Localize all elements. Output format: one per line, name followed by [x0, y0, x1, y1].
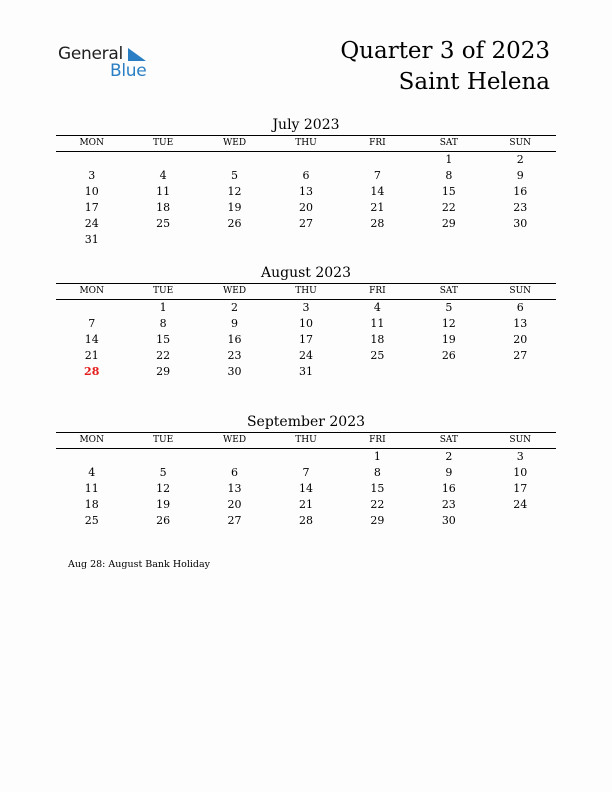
weekday-label: FRI: [369, 286, 386, 296]
week-row: [56, 332, 556, 348]
day-cell: [342, 152, 413, 168]
week-row: [56, 200, 556, 216]
weekday-label: TUE: [153, 435, 174, 445]
weekday-label: WED: [223, 286, 247, 296]
day-cell: 21: [84, 349, 99, 362]
day-cell: 13: [513, 317, 528, 330]
day-cell: 29: [370, 514, 385, 527]
day-cell: 23: [227, 349, 242, 362]
week-row: [56, 216, 556, 232]
day-cell: 12: [227, 185, 242, 198]
day-cell: [270, 232, 341, 248]
day-cell: [270, 449, 341, 465]
day-cell: 13: [227, 482, 242, 495]
day-cell: 8: [159, 317, 167, 330]
day-cell: 29: [441, 217, 456, 230]
week-row: [56, 513, 556, 529]
day-cell: 1: [445, 153, 453, 166]
day-cell: 22: [156, 349, 171, 362]
week-row: [56, 465, 556, 481]
day-cell: 11: [84, 482, 99, 495]
day-cell: 4: [373, 301, 381, 314]
day-cell: [127, 232, 198, 248]
logo-text-blue: Blue: [110, 61, 147, 81]
month-august: [56, 263, 556, 380]
month-september: [56, 412, 556, 529]
day-cell: [199, 232, 270, 248]
day-cell: 12: [156, 482, 171, 495]
day-cell: 19: [156, 498, 171, 511]
day-cell: 10: [513, 466, 528, 479]
day-cell: 8: [373, 466, 381, 479]
weekday-label: MON: [79, 138, 104, 148]
day-cell: 17: [84, 201, 99, 214]
day-cell: [485, 232, 556, 248]
logo: [58, 44, 158, 84]
title-quarter: Quarter 3 of 2023: [340, 38, 550, 64]
day-cell: [127, 449, 198, 465]
day-cell: 6: [302, 169, 310, 182]
day-cell: 5: [231, 169, 239, 182]
weekday-label: SUN: [509, 286, 532, 296]
week-row: [56, 348, 556, 364]
day-cell: 17: [513, 482, 528, 495]
day-cell: 22: [441, 201, 456, 214]
day-cell: 17: [298, 333, 313, 346]
day-cell: [485, 364, 556, 380]
day-cell: 21: [298, 498, 313, 511]
day-cell: 14: [84, 333, 99, 346]
week-row: [56, 300, 556, 316]
day-cell: 29: [156, 365, 171, 378]
day-cell: 5: [445, 301, 453, 314]
day-cell: 28: [370, 217, 385, 230]
day-cell: 7: [88, 317, 96, 330]
day-cell: 13: [298, 185, 313, 198]
day-cell: 30: [441, 514, 456, 527]
holiday-note: Aug 28: August Bank Holiday: [68, 559, 211, 570]
day-cell: [199, 449, 270, 465]
day-cell: 28: [298, 514, 313, 527]
day-cell: 2: [231, 301, 239, 314]
day-cell: [342, 232, 413, 248]
week-row: [56, 481, 556, 497]
day-cell: 14: [298, 482, 313, 495]
day-cell: 25: [156, 217, 171, 230]
day-cell: 15: [370, 482, 385, 495]
weekday-label: SUN: [509, 435, 532, 445]
day-cell: 27: [298, 217, 313, 230]
day-cell: 20: [227, 498, 242, 511]
day-cell: 24: [513, 498, 528, 511]
day-cell: 27: [513, 349, 528, 362]
week-row: [56, 364, 556, 380]
page-title: [340, 36, 550, 98]
day-cell: 30: [227, 365, 242, 378]
day-cell: 25: [84, 514, 99, 527]
week-row: [56, 152, 556, 168]
day-cell: 19: [441, 333, 456, 346]
month-title: August 2023: [261, 265, 351, 281]
day-cell: [413, 364, 484, 380]
day-cell: 3: [302, 301, 310, 314]
day-cell: [56, 449, 127, 465]
day-cell: 15: [441, 185, 456, 198]
day-cell: 10: [298, 317, 313, 330]
day-cell: [485, 513, 556, 529]
weekday-label: WED: [223, 435, 247, 445]
day-cell: 3: [88, 169, 96, 182]
weekday-label: WED: [223, 138, 247, 148]
weekday-header: [56, 135, 556, 152]
day-cell: [199, 152, 270, 168]
weekday-label: FRI: [369, 138, 386, 148]
day-cell: 23: [441, 498, 456, 511]
weekday-label: TUE: [153, 286, 174, 296]
weekday-label: SAT: [439, 138, 458, 148]
day-cell: 9: [445, 466, 453, 479]
day-cell: 11: [156, 185, 171, 198]
week-row: [56, 449, 556, 465]
month-july: [56, 115, 556, 248]
weekday-label: THU: [295, 435, 317, 445]
weekday-label: TUE: [153, 138, 174, 148]
day-cell: 18: [156, 201, 171, 214]
day-cell: 22: [370, 498, 385, 511]
weekday-label: SAT: [439, 286, 458, 296]
day-cell: 3: [516, 450, 524, 463]
day-cell: [56, 152, 127, 168]
weekday-label: THU: [295, 286, 317, 296]
day-cell: 24: [84, 217, 99, 230]
logo-text-general: General: [58, 44, 123, 64]
day-cell: 15: [156, 333, 171, 346]
weekday-label: SUN: [509, 138, 532, 148]
day-cell: 8: [445, 169, 453, 182]
day-cell: 20: [298, 201, 313, 214]
day-cell: [127, 152, 198, 168]
day-cell: 26: [441, 349, 456, 362]
day-cell: 7: [373, 169, 381, 182]
weekday-header: [56, 283, 556, 300]
day-cell: 4: [88, 466, 96, 479]
day-cell: [56, 300, 127, 316]
day-cell: 7: [302, 466, 310, 479]
day-cell: 31: [84, 233, 99, 246]
week-row: [56, 497, 556, 513]
month-title: July 2023: [272, 117, 340, 133]
day-cell: 12: [441, 317, 456, 330]
day-cell: 1: [373, 450, 381, 463]
weekday-label: MON: [79, 435, 104, 445]
day-cell: 18: [84, 498, 99, 511]
day-cell: 18: [370, 333, 385, 346]
day-cell: 16: [227, 333, 242, 346]
day-cell: 21: [370, 201, 385, 214]
weekday-label: FRI: [369, 435, 386, 445]
day-cell: 24: [298, 349, 313, 362]
day-cell: 4: [159, 169, 167, 182]
weekday-label: SAT: [439, 435, 458, 445]
day-cell: 26: [156, 514, 171, 527]
day-cell: 9: [516, 169, 524, 182]
week-row: [56, 168, 556, 184]
day-cell: 2: [516, 153, 524, 166]
day-cell: [413, 232, 484, 248]
day-cell: 27: [227, 514, 242, 527]
day-cell: [342, 364, 413, 380]
day-cell: 14: [370, 185, 385, 198]
day-cell: [270, 152, 341, 168]
day-cell: 19: [227, 201, 242, 214]
day-cell: 25: [370, 349, 385, 362]
title-country: Saint Helena: [398, 69, 550, 95]
day-cell: 5: [159, 466, 167, 479]
day-cell: 16: [513, 185, 528, 198]
day-cell: 2: [445, 450, 453, 463]
day-cell: 20: [513, 333, 528, 346]
month-title: September 2023: [246, 414, 366, 430]
day-cell: 6: [516, 301, 524, 314]
weekday-label: THU: [295, 138, 317, 148]
weekday-label: MON: [79, 286, 104, 296]
day-cell: 16: [441, 482, 456, 495]
day-cell: 6: [231, 466, 239, 479]
day-cell-holiday: 28: [84, 365, 100, 378]
day-cell: 11: [370, 317, 385, 330]
day-cell: 31: [298, 365, 313, 378]
day-cell: 9: [231, 317, 239, 330]
day-cell: 23: [513, 201, 528, 214]
week-row: [56, 184, 556, 200]
week-row: [56, 232, 556, 248]
day-cell: 10: [84, 185, 99, 198]
day-cell: 30: [513, 217, 528, 230]
day-cell: 26: [227, 217, 242, 230]
weekday-header: [56, 432, 556, 449]
week-row: [56, 316, 556, 332]
day-cell: 1: [159, 301, 167, 314]
